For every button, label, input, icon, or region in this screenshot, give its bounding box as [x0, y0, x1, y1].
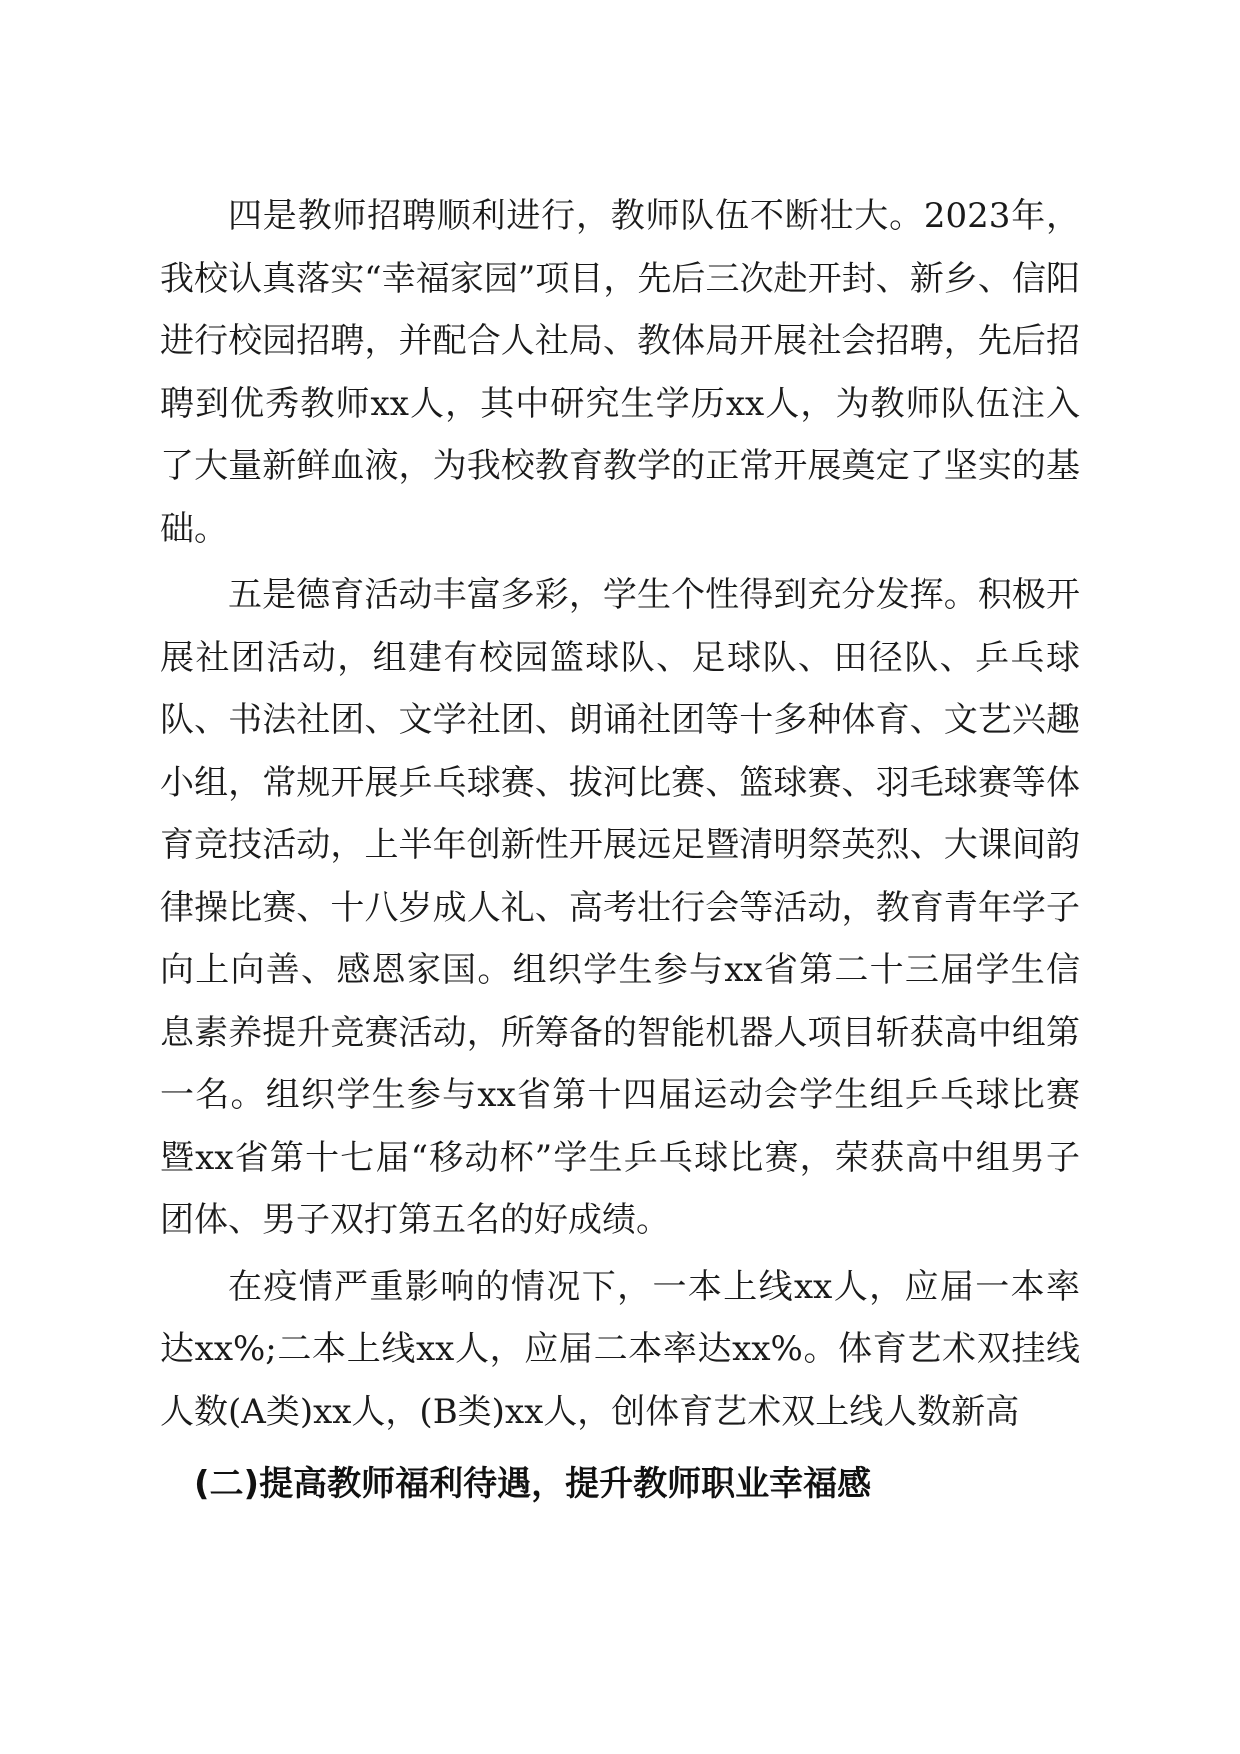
paragraph-exam-results: 在疫情严重影响的情况下，一本上线xx人，应届一本率达xx%;二本上线xx人，应届二本率达xx%。体育艺术双挂线人数(A类)xx人，(B类)xx人，创体育艺术双上线人数新高: [160, 1266, 1080, 1432]
document-body: [160, 185, 1080, 1516]
paragraph-teacher-recruitment: 四是教师招聘顺利进行，教师队伍不断壮大。2023年，我校认真落实“幸福家园”项目，先后三次赴开封、新乡、信阳进行校园招聘，并配合人社局、教体局开展社会招聘，先后招聘到优秀教师xx人，其中研究生学历xx人，为教师队伍注入了大量新鲜血液，为我校教育教学的正常开展奠定了坚实的基础。: [160, 196, 1080, 549]
paragraph-moral-education-activities: 五是德育活动丰富多彩，学生个性得到充分发挥。积极开展社团活动，组建有校园篮球队、足球队、田径队、乒乓球队、书法社团、文学社团、朗诵社团等十多种体育、文艺兴趣小组，常规开展乒乓球赛、拔河比赛、篮球赛、羽毛球赛等体育竞技活动，上半年创新性开展远足暨清明祭英烈、大课间韵律操比赛、十八岁成人礼、高考壮行会等活动，教育青年学子向上向善、感恩家国。组织学生参与xx省第二十三届学生信息素养提升竞赛活动，所筹备的智能机器人项目斩获高中组第一名。组织学生参与xx省第十四届运动会学生组乒乓球比赛暨xx省第十七届“移动杯”学生乒乓球比赛，荣获高中组男子团体、男子双打第五名的好成绩。: [160, 575, 1080, 1240]
section-heading: (二)提高教师福利待遇，提升教师职业幸福感: [194, 1464, 872, 1504]
